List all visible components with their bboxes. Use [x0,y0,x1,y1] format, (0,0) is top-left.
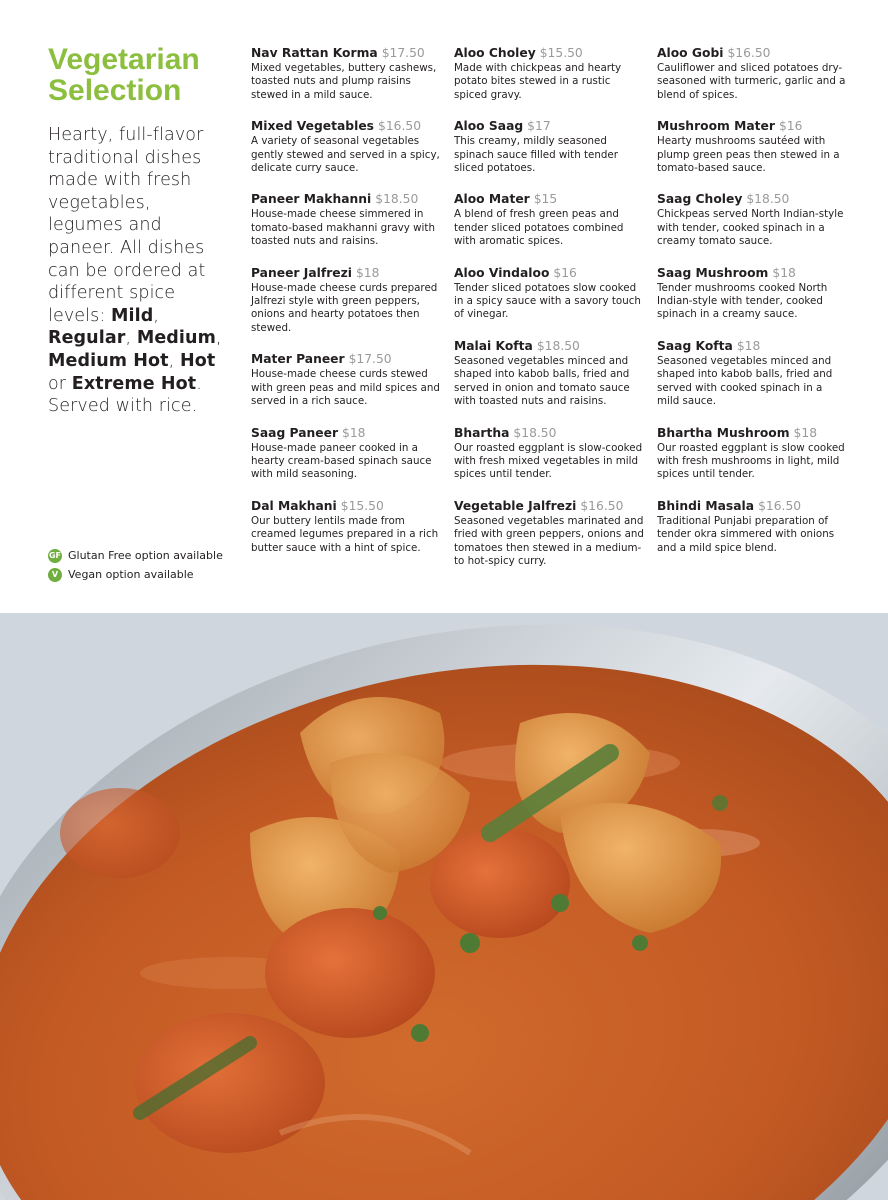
item-price: $15.50 [340,498,384,513]
intro-paragraph [48,124,228,418]
item-description: Cauliflower and sliced potatoes dry-seasoned with turmeric, garlic and a blend of spices. [657,62,846,101]
item-description: House-made cheese curds prepared Jalfrezi style with green peppers, onions and hearty potatoes then stewed. [251,281,438,334]
page-title [48,44,228,106]
item-description: Our buttery lentils made from creamed legumes prepared in a rich butter sauce with a hint of spice. [251,514,439,554]
spice-level-hot: Hot [179,350,216,371]
item-price: $16.50 [378,119,422,134]
item-name: Malai Kofta [454,338,533,353]
menu-item [454,426,644,482]
menu-item [454,192,644,248]
curry-dish-photo [0,613,888,1200]
legend-gluten-free-text: Glutan Free option available [68,549,223,562]
item-description: Mixed vegetables, buttery cashews, toasted nuts and plump raisins stewed in a mild sauce. [251,62,437,101]
item-name: Aloo Mater [454,192,530,207]
item-description: Our roasted eggplant is slow cooked with fresh mushrooms in light, mild spices until tender. [657,441,845,481]
menu-item [454,499,644,569]
dietary-legend [48,546,223,584]
spice-level-extreme-hot: Extreme Hot [71,373,197,394]
menu-item [251,46,441,102]
item-price: $18 [793,425,818,440]
item-price: $18.50 [746,192,790,207]
item-description: Our roasted eggplant is slow-cooked with fresh mixed vegetables in mild spices until tender. [454,441,643,481]
menu-item [657,339,847,409]
intro-text-end: . Served with rice. [48,373,202,417]
item-description: Hearty mushrooms sautéed with plump green peas then stewed in a tomato-based sauce. [657,135,840,175]
item-name: Saag Choley [657,192,743,207]
item-name: Bhartha Mushroom [657,425,790,440]
item-name: Saag Kofta [657,338,733,353]
menu-item [251,266,441,336]
item-price: $18 [342,425,366,440]
item-description: Seasoned vegetables minced and shaped into kabob balls, fried and served in onion and tomato sauce with toasted nuts and raisins. [454,354,630,408]
item-price: $18.50 [536,338,580,353]
item-price: $16.50 [580,498,624,513]
item-name: Mixed Vegetables [251,119,374,134]
item-description: Chickpeas served North Indian-style with tender, cooked spinach in a creamy tomato sauce. [657,208,844,248]
vegan-icon: V [48,568,62,582]
item-price: $17.50 [381,46,425,60]
item-price: $16.50 [727,46,771,60]
item-price: $16 [553,265,577,280]
item-description: Tender sliced potatoes slow cooked in a spicy sauce with a savory touch of vinegar. [454,281,641,321]
item-description: Made with chickpeas and hearty potato bites stewed in a rustic spiced gravy. [454,62,622,101]
item-name: Saag Mushroom [657,265,769,280]
menu-column-1 [251,46,441,572]
item-price: $18 [736,338,761,353]
legend-vegan [48,565,223,584]
item-name: Aloo Gobi [657,46,724,60]
intro-section [48,44,228,418]
item-description: Traditional Punjabi preparation of tender okra simmered with onions and a mild spice blend. [657,514,835,554]
item-price: $15.50 [539,46,583,60]
legend-vegan-text: Vegan option available [68,568,194,581]
menu-item [454,46,644,102]
menu-item [657,266,847,322]
spice-level-medium: Medium [136,328,216,349]
menu-item [657,119,847,175]
item-name: Bhindi Masala [657,498,755,513]
menu-column-2 [454,46,644,585]
intro-text-start: Hearty, full-flavor traditional dishes made with fresh vegetables, legumes and paneer. All dishes can be ordered at different spice levels: [48,125,206,326]
menu-item [657,192,847,248]
menu-item [657,46,847,102]
legend-gluten-free [48,546,223,565]
separator: , [153,305,160,326]
separator: , [125,328,132,349]
menu-item [454,266,644,322]
item-name: Saag Paneer [251,425,339,440]
item-name: Aloo Vindaloo [454,265,550,280]
item-name: Mushroom Mater [657,119,775,134]
item-name: Paneer Makhanni [251,192,372,207]
menu-item [657,499,847,555]
item-name: Paneer Jalfrezi [251,265,352,280]
spice-level-mild: Mild [111,305,154,326]
item-name: Vegetable Jalfrezi [454,498,577,513]
item-description: Tender mushrooms cooked North Indian-style with tender, cooked spinach in a creamy sauce. [657,281,828,321]
separator: , [168,350,175,371]
item-description: House-made cheese curds stewed with green peas and mild spices and served in a rich sauce. [251,368,440,408]
item-price: $17.50 [348,352,392,367]
item-price: $17 [527,119,551,134]
item-description: House-made paneer cooked in a hearty cream-based spinach sauce with mild seasoning. [251,441,432,481]
title-line-1: Vegetarian [48,43,200,76]
item-price: $18.50 [513,425,557,440]
item-price: $18 [772,265,796,280]
item-price: $16.50 [758,498,802,513]
separator: , [215,328,222,349]
item-description: A blend of fresh green peas and tender sliced potatoes combined with aromatic spices. [454,208,624,248]
menu-item [454,339,644,409]
item-description: This creamy, mildly seasoned spinach sauce filled with tender sliced potatoes. [454,135,619,175]
item-description: Seasoned vegetables marinated and fried with green peppers, onions and tomatoes then stewed in a medium- to hot-spicy curry. [454,514,644,567]
item-description: Seasoned vegetables minced and shaped into kabob balls, fried and served with cooked spinach in a mild sauce. [657,354,833,408]
item-name: Dal Makhani [251,498,337,513]
item-name: Mater Paneer [251,352,345,367]
item-price: $18 [355,265,380,280]
menu-item [657,426,847,482]
menu-item [251,499,441,555]
item-description: House-made cheese simmered in tomato-based makhanni gravy with toasted nuts and raisins. [251,208,435,248]
spice-level-medium-hot: Medium Hot [48,350,169,371]
menu-item [251,119,441,175]
menu-item [454,119,644,175]
menu-column-3 [657,46,847,572]
item-description: A variety of seasonal vegetables gently stewed and served in a spicy, delicate curry sauce. [251,135,440,175]
item-name: Aloo Saag [454,119,524,134]
item-name: Nav Rattan Korma [251,46,378,60]
item-price: $15 [533,192,558,207]
menu-item [251,426,441,482]
gluten-free-icon: GF [48,549,62,563]
item-price: $18.50 [375,192,419,207]
item-price: $16 [778,119,803,134]
spice-level-regular: Regular [48,328,126,349]
title-line-2: Selection [48,74,182,107]
intro-or: or [48,373,72,394]
menu-item [251,192,441,248]
menu-item [251,352,441,408]
item-name: Bhartha [454,425,510,440]
item-name: Aloo Choley [454,46,536,60]
